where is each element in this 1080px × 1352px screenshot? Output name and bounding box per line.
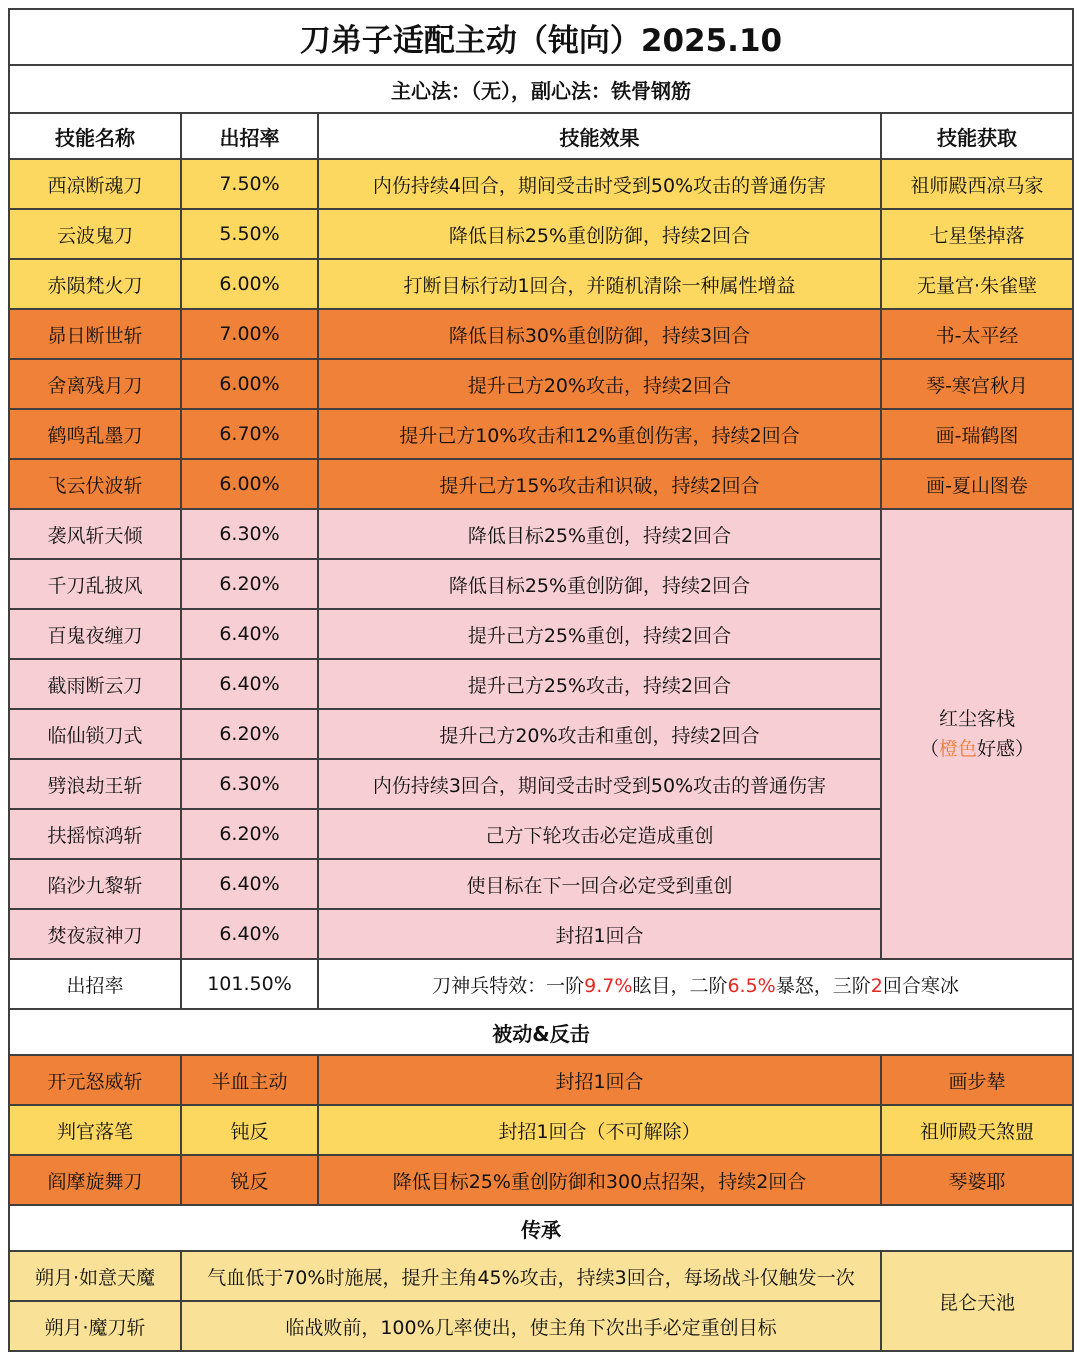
skill-rate: 6.00% xyxy=(181,359,318,409)
skill-effect: 内伤持续3回合，期间受击时受到50%攻击的普通伤害 xyxy=(318,759,881,809)
passive-row xyxy=(9,1105,1073,1155)
skill-effect: 提升己方20%攻击和重创，持续2回合 xyxy=(318,709,881,759)
skill-effect: 己方下轮攻击必定造成重创 xyxy=(318,809,881,859)
skill-row xyxy=(9,209,1073,259)
skill-source: 琴婆耶 xyxy=(881,1155,1073,1205)
skill-name: 朔月·如意天魔 xyxy=(9,1251,181,1301)
skill-source: 书-太平经 xyxy=(881,309,1073,359)
skill-row xyxy=(9,509,1073,559)
inn-source-name: 红尘客栈 xyxy=(939,707,1016,730)
skill-source: 祖师殿西凉马家 xyxy=(881,159,1073,209)
skill-effect: 打断目标行动1回合，并随机清除一种属性增益 xyxy=(318,259,881,309)
skill-rate: 6.20% xyxy=(181,559,318,609)
skill-effect: 内伤持续4回合，期间受击时受到50%攻击的普通伤害 xyxy=(318,159,881,209)
skill-name: 阎摩旋舞刀 xyxy=(9,1155,181,1205)
skill-rate: 6.70% xyxy=(181,409,318,459)
skill-rate: 6.00% xyxy=(181,259,318,309)
skill-source: 画-瑞鹤图 xyxy=(881,409,1073,459)
skill-row xyxy=(9,309,1073,359)
skill-rate: 6.40% xyxy=(181,909,318,959)
skill-effect: 气血低于70%时施展，提升主角45%攻击，持续3回合，每场战斗仅触发一次 xyxy=(181,1251,881,1301)
skill-effect: 封招1回合 xyxy=(318,909,881,959)
skill-rate: 6.00% xyxy=(181,459,318,509)
section-header-legacy xyxy=(9,1205,1073,1251)
skill-effect: 降低目标25%重创，持续2回合 xyxy=(318,509,881,559)
skill-name: 昴日断世斩 xyxy=(9,309,181,359)
skill-row xyxy=(9,159,1073,209)
inn-source-favor: （橙色好感） xyxy=(919,738,1035,760)
column-header-row xyxy=(9,113,1073,159)
skill-effect: 临战败前，100%几率使出，使主角下次出手必定重创目标 xyxy=(181,1301,881,1351)
skill-name: 赤陨梵火刀 xyxy=(9,259,181,309)
skill-rate: 5.50% xyxy=(181,209,318,259)
subtitle-row xyxy=(9,65,1073,113)
section-header-passive xyxy=(9,1009,1073,1055)
section-title-legacy: 传承 xyxy=(9,1205,1073,1251)
skill-effect: 使目标在下一回合必定受到重创 xyxy=(318,859,881,909)
skill-source: 无量宫·朱雀壁 xyxy=(881,259,1073,309)
skill-rate: 6.20% xyxy=(181,709,318,759)
skill-name: 千刀乱披风 xyxy=(9,559,181,609)
skill-row xyxy=(9,259,1073,309)
skill-name: 临仙锁刀式 xyxy=(9,709,181,759)
legacy-source-cell: 昆仑天池 xyxy=(881,1251,1073,1351)
col-header-effect: 技能效果 xyxy=(318,113,881,159)
skill-name: 陷沙九黎斩 xyxy=(9,859,181,909)
passive-row xyxy=(9,1055,1073,1105)
skill-name: 开元怒威斩 xyxy=(9,1055,181,1105)
weapon-effect-note: 刀神兵特效：一阶9.7%眩目，二阶6.5%暴怒，三阶2回合寒冰 xyxy=(318,959,1073,1009)
skill-name: 飞云伏波斩 xyxy=(9,459,181,509)
skill-effect: 提升己方15%攻击和识破，持续2回合 xyxy=(318,459,881,509)
summary-row xyxy=(9,959,1073,1009)
col-header-skill-name: 技能名称 xyxy=(9,113,181,159)
skill-name: 云波鬼刀 xyxy=(9,209,181,259)
summary-label: 出招率 xyxy=(9,959,181,1009)
skill-type: 锐反 xyxy=(181,1155,318,1205)
passive-row xyxy=(9,1155,1073,1205)
skill-effect: 降低目标30%重创防御，持续3回合 xyxy=(318,309,881,359)
title-row xyxy=(9,9,1073,65)
skill-rate: 7.00% xyxy=(181,309,318,359)
skill-rate: 6.40% xyxy=(181,609,318,659)
skill-source: 画-夏山图卷 xyxy=(881,459,1073,509)
skill-type: 钝反 xyxy=(181,1105,318,1155)
summary-rate-total: 101.50% xyxy=(181,959,318,1009)
skill-source: 祖师殿天煞盟 xyxy=(881,1105,1073,1155)
mindset-subtitle: 主心法：（无），副心法：铁骨钢筋 xyxy=(9,65,1073,113)
skill-rate: 7.50% xyxy=(181,159,318,209)
favor-color-label: 橙色 xyxy=(939,738,978,760)
legacy-row xyxy=(9,1251,1073,1301)
skill-row xyxy=(9,409,1073,459)
skill-name: 焚夜寂神刀 xyxy=(9,909,181,959)
skill-rate: 6.20% xyxy=(181,809,318,859)
skill-row xyxy=(9,359,1073,409)
skill-name: 西凉断魂刀 xyxy=(9,159,181,209)
section-title-passive: 被动&反击 xyxy=(9,1009,1073,1055)
skill-effect: 提升己方20%攻击，持续2回合 xyxy=(318,359,881,409)
skill-effect: 降低目标25%重创防御，持续2回合 xyxy=(318,209,881,259)
skill-row xyxy=(9,459,1073,509)
skill-name: 判官落笔 xyxy=(9,1105,181,1155)
skill-name: 舍离残月刀 xyxy=(9,359,181,409)
skill-name: 百鬼夜缠刀 xyxy=(9,609,181,659)
skill-source: 琴-寒宫秋月 xyxy=(881,359,1073,409)
skill-effect: 封招1回合 xyxy=(318,1055,881,1105)
skill-rate: 6.40% xyxy=(181,859,318,909)
skill-effect: 提升己方25%攻击，持续2回合 xyxy=(318,659,881,709)
skill-effect: 降低目标25%重创防御，持续2回合 xyxy=(318,559,881,609)
skill-name: 鹤鸣乱墨刀 xyxy=(9,409,181,459)
inn-source-cell xyxy=(881,509,1073,959)
skill-rate: 6.30% xyxy=(181,759,318,809)
skill-effect: 降低目标25%重创防御和300点招架，持续2回合 xyxy=(318,1155,881,1205)
skill-source: 画步辇 xyxy=(881,1055,1073,1105)
col-header-rate: 出招率 xyxy=(181,113,318,159)
page-title: 刀弟子适配主动（钝向）2025.10 xyxy=(9,9,1073,65)
skill-name: 扶摇惊鸿斩 xyxy=(9,809,181,859)
skill-effect: 提升己方25%重创，持续2回合 xyxy=(318,609,881,659)
skill-name: 截雨断云刀 xyxy=(9,659,181,709)
skill-name: 劈浪劫王斩 xyxy=(9,759,181,809)
skill-name: 袭风斩天倾 xyxy=(9,509,181,559)
col-header-source: 技能获取 xyxy=(881,113,1073,159)
skill-rate: 6.40% xyxy=(181,659,318,709)
skill-effect: 提升己方10%攻击和12%重创伤害，持续2回合 xyxy=(318,409,881,459)
skill-name: 朔月·魔刀斩 xyxy=(9,1301,181,1351)
skill-rate: 6.30% xyxy=(181,509,318,559)
skill-type: 半血主动 xyxy=(181,1055,318,1105)
skill-source: 七星堡掉落 xyxy=(881,209,1073,259)
skill-table xyxy=(8,8,1074,1352)
skill-effect: 封招1回合（不可解除） xyxy=(318,1105,881,1155)
